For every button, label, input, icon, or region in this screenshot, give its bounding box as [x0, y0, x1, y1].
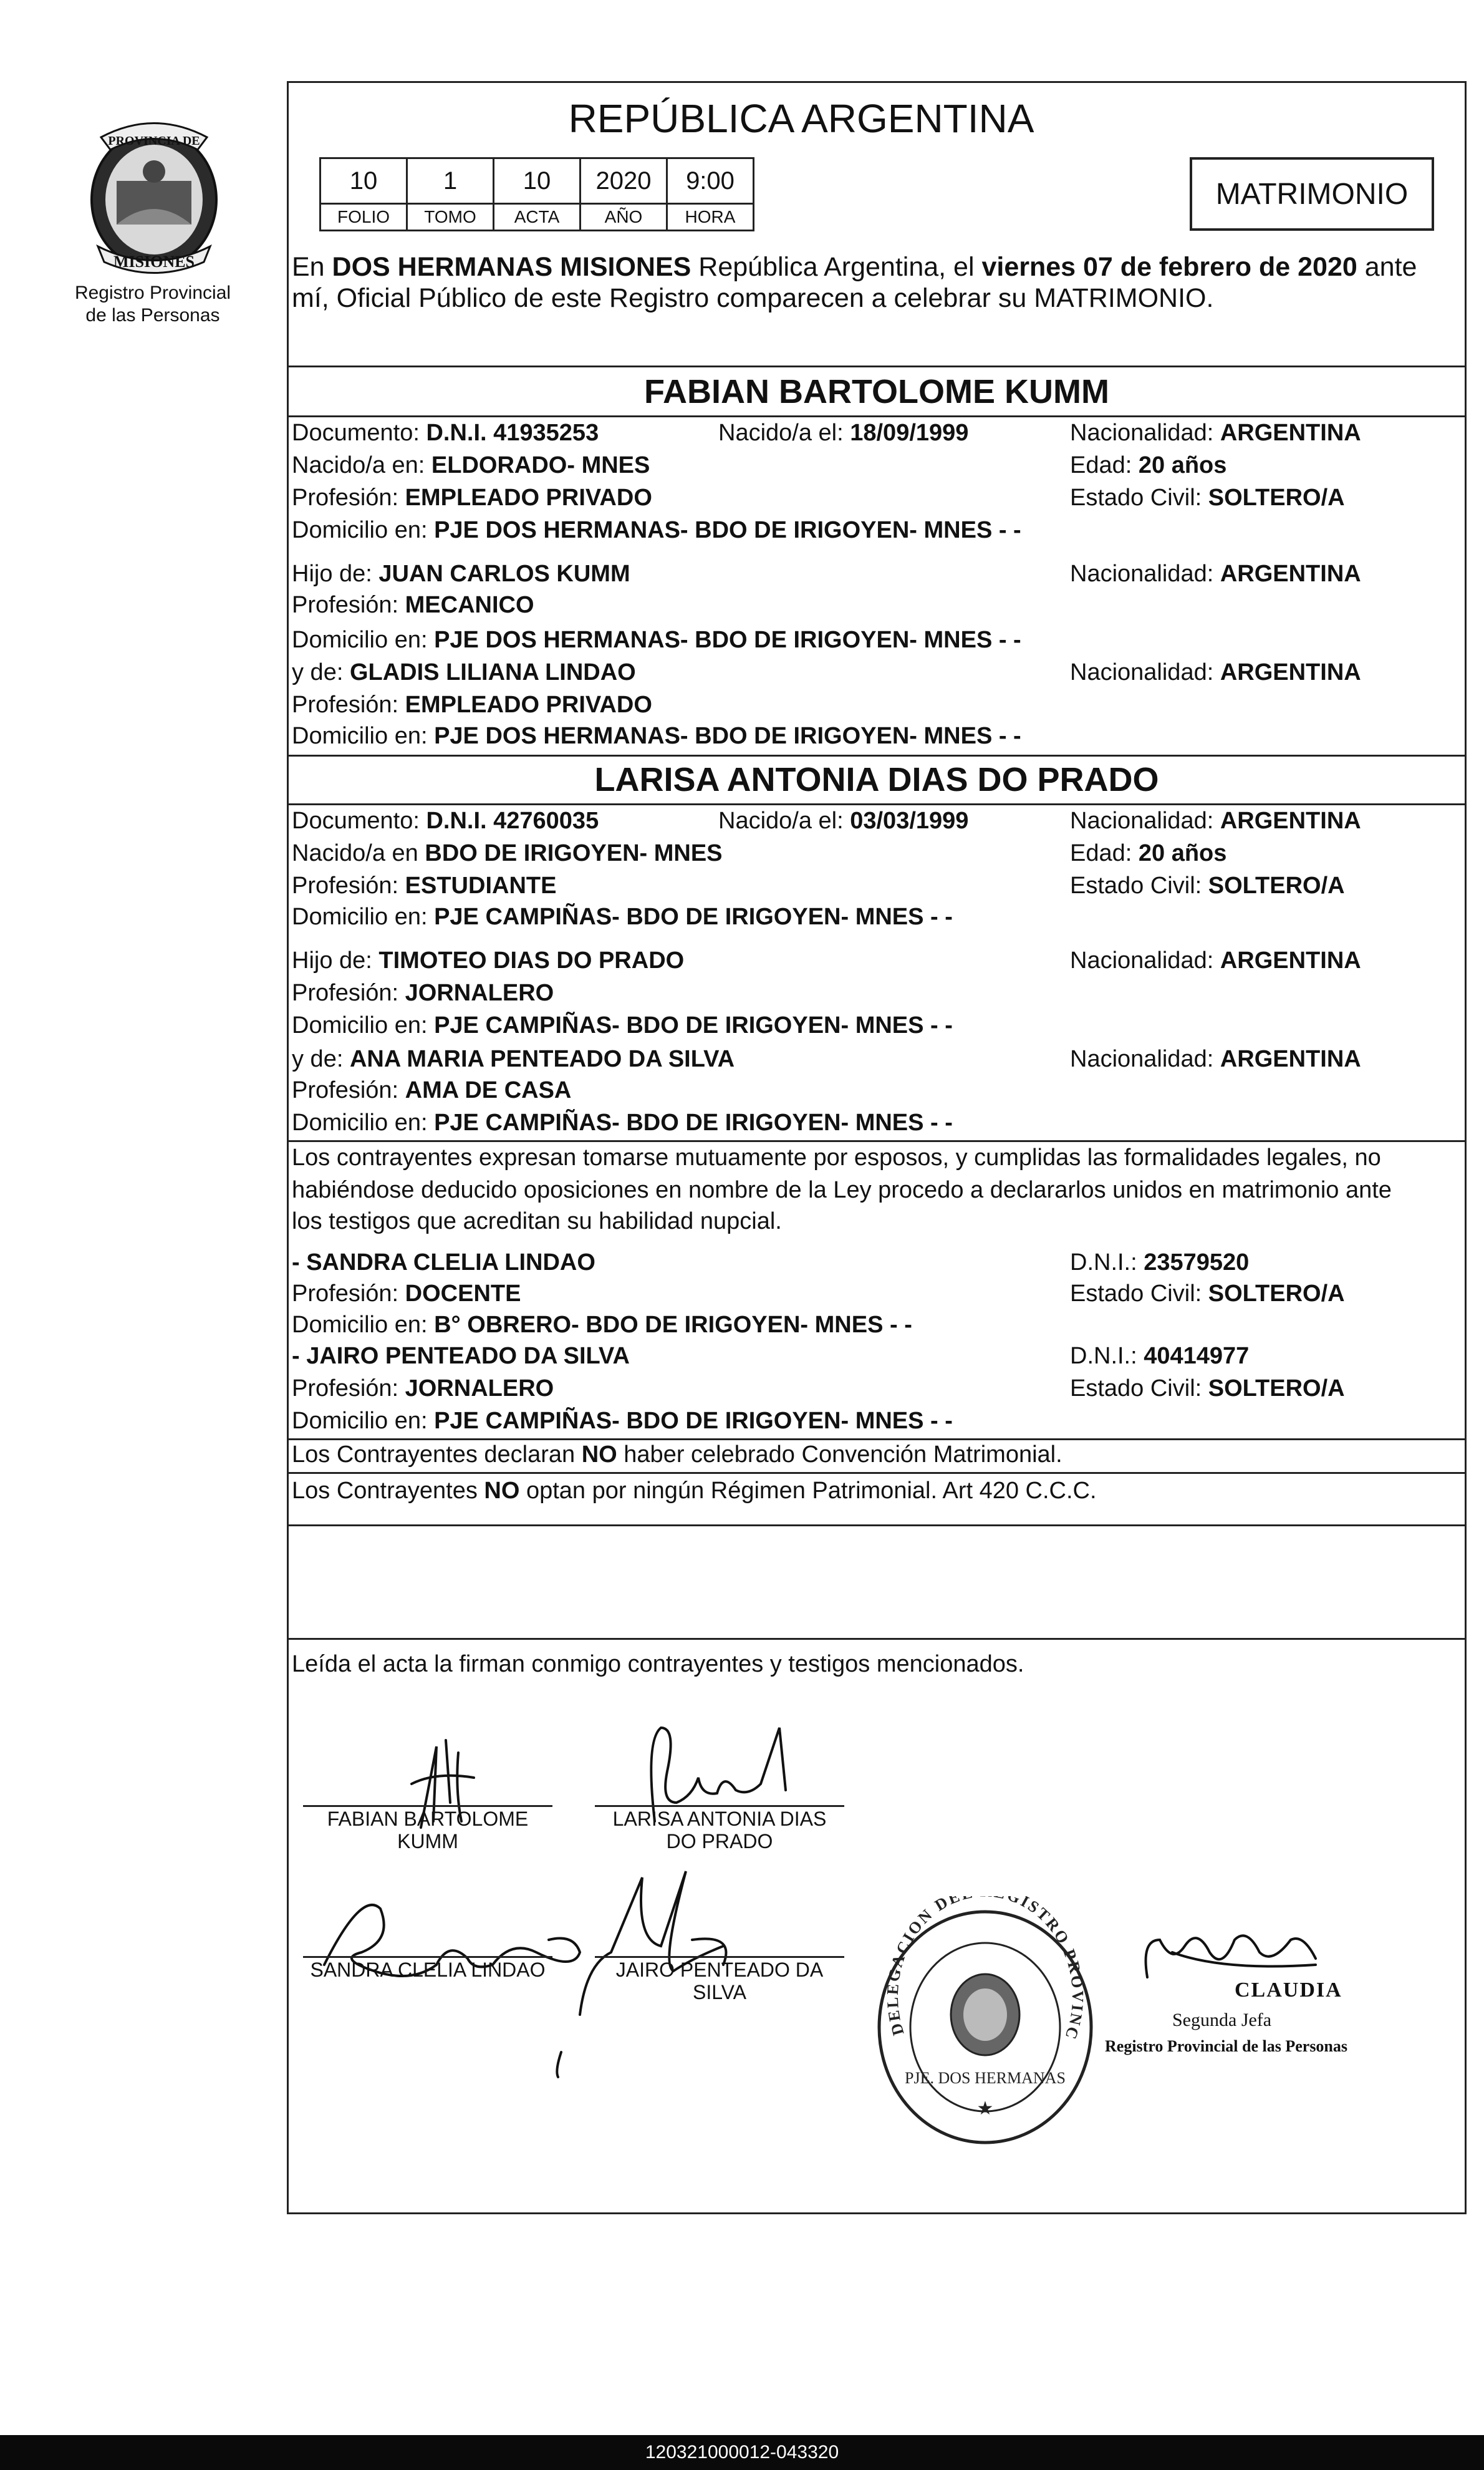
c2-edad: Edad: 20 años — [1070, 840, 1227, 866]
testigo1-profesion: Profesión: DOCENTE — [292, 1281, 521, 1307]
c1-madre: y de: GLADIS LILIANA LINDAO — [292, 659, 636, 685]
tomo-value: 1 — [407, 158, 494, 204]
intro-fecha: viernes 07 de febrero de 2020 — [981, 252, 1357, 282]
c1-profesion: Profesión: EMPLEADO PRIVADO — [292, 485, 652, 511]
c1-madre-nacionalidad: Nacionalidad: ARGENTINA — [1070, 659, 1361, 685]
c2-padre-nacionalidad: Nacionalidad: ARGENTINA — [1070, 947, 1361, 974]
c1-domicilio: Domicilio en: PJE DOS HERMANAS- BDO DE IRIGOYEN- MNES - - — [292, 517, 1021, 543]
intro-lugar: DOS HERMANAS MISIONES — [332, 252, 691, 282]
page-title: REPÚBLICA ARGENTINA — [568, 96, 1034, 141]
cierre-texto: Leída el acta la firman conmigo contrayentes y testigos mencionados. — [292, 1651, 1024, 1677]
testigo2-nombre: - JAIRO PENTEADO DA SILVA — [292, 1343, 630, 1369]
c1-nacido-el: Nacido/a el: 18/09/1999 — [718, 420, 969, 446]
firma-jairo-label: JAIRO PENTEADO DA SILVA — [615, 1959, 824, 2003]
c1-nacido-en: Nacido/a en: ELDORADO- MNES — [292, 452, 650, 478]
svg-text:PROVINCIA DE: PROVINCIA DE — [108, 134, 200, 148]
svg-text:★: ★ — [976, 2098, 994, 2119]
testigo2-dni: D.N.I.: 40414977 — [1070, 1343, 1250, 1369]
c1-padre-domicilio: Domicilio en: PJE DOS HERMANAS- BDO DE IRIGOYEN- MNES - - — [292, 627, 1021, 653]
c1-padre: Hijo de: JUAN CARLOS KUMM — [292, 561, 630, 587]
oficial-registro: Registro Provincial de las Personas — [1105, 2037, 1348, 2055]
svg-text:MISIONES: MISIONES — [113, 253, 195, 271]
c2-nacido-en: Nacido/a en BDO DE IRIGOYEN- MNES — [292, 840, 723, 866]
registro-label-line2: de las Personas — [85, 305, 220, 326]
c1-madre-domicilio: Domicilio en: PJE DOS HERMANAS- BDO DE IRIGOYEN- MNES - - — [292, 723, 1021, 749]
c2-estado-civil: Estado Civil: SOLTERO/A — [1070, 873, 1345, 899]
folio-label: FOLIO — [320, 204, 407, 231]
c1-documento: Documento: D.N.I. 41935253 — [292, 420, 599, 446]
firma-larisa-label: LARISA ANTONIA DIAS DO PRADO — [612, 1808, 827, 1852]
hora-label: HORA — [667, 204, 754, 231]
intro-line1: En DOS HERMANAS MISIONES República Argentina, el viernes 07 de febrero de 2020 ante — [292, 252, 1417, 282]
testigo2-domicilio: Domicilio en: PJE CAMPIÑAS- BDO DE IRIGOYEN- MNES - - — [292, 1408, 953, 1434]
contrayente2-nombre: LARISA ANTONIA DIAS DO PRADO — [594, 761, 1159, 798]
testigo1-dni: D.N.I.: 23579520 — [1070, 1249, 1250, 1276]
c1-edad: Edad: 20 años — [1070, 452, 1227, 478]
folio-value: 10 — [320, 158, 407, 204]
c2-profesion: Profesión: ESTUDIANTE — [292, 873, 557, 899]
regimen-convencion: Los Contrayentes declaran NO haber celebrado Convención Matrimonial. — [292, 1441, 1062, 1468]
c2-madre-nacionalidad: Nacionalidad: ARGENTINA — [1070, 1046, 1361, 1072]
acta-fields-table — [319, 157, 754, 231]
c1-estado-civil: Estado Civil: SOLTERO/A — [1070, 485, 1345, 511]
firma-sandra-label: SANDRA CLELIA LINDAO — [310, 1959, 546, 1981]
registro-label — [37, 282, 268, 327]
c2-documento: Documento: D.N.I. 42760035 — [292, 808, 599, 834]
registro-label-line1: Registro Provincial — [74, 283, 231, 303]
testigo2-estado-civil: Estado Civil: SOLTERO/A — [1070, 1375, 1345, 1402]
c2-padre-profesion: Profesión: JORNALERO — [292, 980, 554, 1006]
tomo-label: TOMO — [407, 204, 494, 231]
c2-padre: Hijo de: TIMOTEO DIAS DO PRADO — [292, 947, 685, 974]
c1-padre-nacionalidad: Nacionalidad: ARGENTINA — [1070, 561, 1361, 587]
regimen-patrimonial: Los Contrayentes NO optan por ningún Régimen Patrimonial. Art 420 C.C.C. — [292, 1478, 1097, 1504]
oficial-cargo: Segunda Jefa — [1172, 2010, 1272, 2030]
c2-nacido-el: Nacido/a el: 03/03/1999 — [718, 808, 969, 834]
hora-value: 9:00 — [667, 158, 754, 204]
c2-madre: y de: ANA MARIA PENTEADO DA SILVA — [292, 1046, 735, 1072]
ano-value: 2020 — [581, 158, 667, 204]
oficial-nombre: CLAUDIA — [1235, 1978, 1342, 2002]
contrayente1-nombre: FABIAN BARTOLOME KUMM — [644, 373, 1109, 410]
c2-padre-domicilio: Domicilio en: PJE CAMPIÑAS- BDO DE IRIGOYEN- MNES - - — [292, 1012, 953, 1039]
c2-madre-domicilio: Domicilio en: PJE CAMPIÑAS- BDO DE IRIGOYEN- MNES - - — [292, 1110, 953, 1136]
acta-tipo-box: MATRIMONIO — [1190, 157, 1434, 231]
misiones-logo — [70, 112, 238, 281]
c1-nacionalidad: Nacionalidad: ARGENTINA — [1070, 420, 1361, 446]
testigo2-profesion: Profesión: JORNALERO — [292, 1375, 554, 1402]
declaracion-line2: habiéndose deducido oposiciones en nombre de la Ley procedo a declararlos unidos en matrimonio ante — [292, 1177, 1392, 1203]
intro-line2: mí, Oficial Público de este Registro comparecen a celebrar su MATRIMONIO. — [292, 283, 1214, 313]
testigo1-estado-civil: Estado Civil: SOLTERO/A — [1070, 1281, 1345, 1307]
firma-fabian-label: FABIAN BARTOLOME KUMM — [327, 1808, 529, 1852]
c1-padre-profesion: Profesión: MECANICO — [292, 592, 534, 618]
footer-code: 120321000012-043320 — [0, 2435, 1484, 2470]
declaracion-line3: los testigos que acreditan su habilidad nupcial. — [292, 1208, 782, 1234]
acta-label: ACTA — [494, 204, 581, 231]
declaracion-line1: Los contrayentes expresan tomarse mutuamente por esposos, y cumplidas las formalidades legales, no — [292, 1145, 1381, 1171]
c2-madre-profesion: Profesión: AMA DE CASA — [292, 1077, 572, 1103]
c2-domicilio: Domicilio en: PJE CAMPIÑAS- BDO DE IRIGOYEN- MNES - - — [292, 904, 953, 930]
registro-sello — [860, 1896, 1110, 2146]
c2-nacionalidad: Nacionalidad: ARGENTINA — [1070, 808, 1361, 834]
testigo1-domicilio: Domicilio en: B° OBRERO- BDO DE IRIGOYEN- MNES - - — [292, 1312, 912, 1338]
svg-text:PJE. DOS HERMANAS: PJE. DOS HERMANAS — [905, 2069, 1066, 2087]
svg-text:DELEGACION DEL REGISTRO PROVIN: DELEGACION DE GISTRO PROVINC — [883, 1896, 1087, 2043]
acta-value: 10 — [494, 158, 581, 204]
c1-madre-profesion: Profesión: EMPLEADO PRIVADO — [292, 692, 652, 718]
ano-label: AÑO — [581, 204, 667, 231]
testigo1-nombre: - SANDRA CLELIA LINDAO — [292, 1249, 595, 1276]
